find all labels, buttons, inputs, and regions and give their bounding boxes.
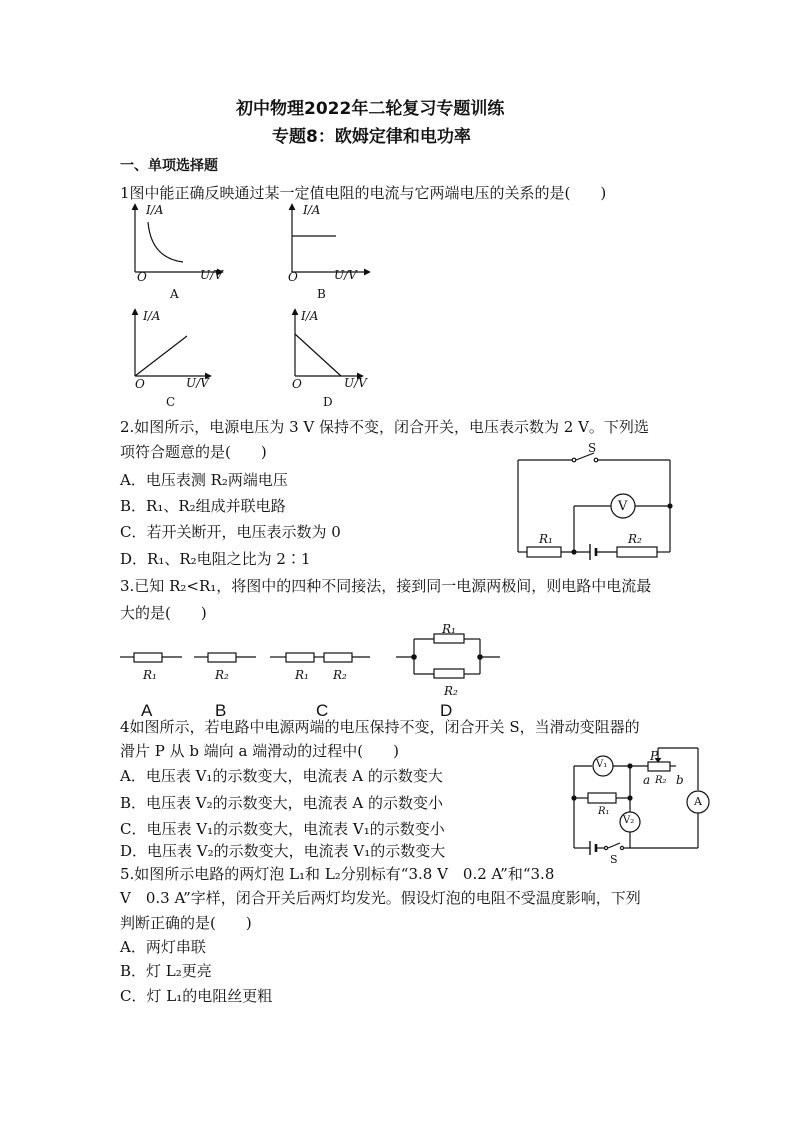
q2-circuit-diagram — [510, 440, 680, 565]
q1-c-caption: C — [166, 395, 176, 409]
q2-switch-label: S — [588, 441, 597, 455]
question-4-option-c: C．电压表 V₁的示数变大，电流表 V₁的示数变小 — [120, 820, 445, 838]
question-1-stem: 1图中能正确反映通过某一定值电阻的电流与它两端电压的关系的是( ) — [120, 184, 607, 202]
q3-caption-d: D — [440, 701, 453, 720]
question-4-option-a: A．电压表 V₁的示数变大，电流表 A 的示数变大 — [120, 767, 443, 785]
q1-a-caption: A — [170, 287, 179, 301]
q4-b-label: b — [676, 773, 684, 787]
q4-ammeter-label: A — [694, 795, 702, 808]
question-5-stem-2: V 0.3 A”字样，闭合开关后两灯均发光。假设灯泡的电阻不受温度影响，下列 — [120, 889, 641, 907]
question-3-stem-1: 3.已知 R₂<R₁，将图中的四种不同接法，接到同一电源两极间，则电路中电流最 — [120, 577, 652, 595]
q4-p-label: P — [650, 749, 659, 763]
q3-caption-c: C — [316, 701, 329, 720]
question-3-stem-2: 大的是( ) — [120, 604, 207, 622]
q4-a-label: a — [643, 773, 651, 787]
q1-b-origin: O — [288, 270, 298, 284]
question-4-option-b: B．电压表 V₂的示数变大，电流表 A 的示数变小 — [120, 794, 444, 812]
question-5-stem-1: 5.如图所示电路的两灯泡 L₁和 L₂分别标有“3.8 V 0.2 A”和“3.8 — [120, 865, 555, 883]
q1-c-xlabel: U/V — [186, 376, 209, 390]
question-2-stem-2: 项符合题意的是( ) — [120, 443, 267, 461]
q2-meter-label: V — [618, 499, 628, 514]
q1-b-ylabel: I/A — [303, 203, 321, 217]
q1-a-xlabel: U/V — [200, 268, 223, 282]
page-title: 初中物理2022年二轮复习专题训练 — [236, 99, 505, 119]
q1-c-origin: O — [135, 377, 145, 391]
q4-r1-label: R₁ — [598, 806, 610, 817]
q1-a-ylabel: I/A — [146, 203, 164, 217]
q3-caption-b: B — [215, 701, 227, 720]
question-5-option-c: C．灯 L₁的电阻丝更粗 — [120, 987, 273, 1005]
q1-d-ylabel: I/A — [301, 309, 319, 323]
q4-v1-label: V₁ — [596, 759, 608, 770]
question-5-option-b: B．灯 L₂更亮 — [120, 962, 212, 980]
q1-d-caption: D — [323, 395, 333, 409]
question-5-option-a: A．两灯串联 — [120, 938, 206, 956]
q1-c-ylabel: I/A — [143, 309, 161, 323]
q3-a-r1: R₁ — [143, 668, 157, 682]
q3-c-r2: R₂ — [333, 668, 347, 682]
q3-d-r2: R₂ — [444, 684, 458, 698]
question-2-option-b: B．R₁、R₂组成并联电路 — [120, 497, 286, 515]
q3-c-r1: R₁ — [295, 668, 309, 682]
q3-d-r1: R₁ — [442, 622, 456, 636]
q1-d-xlabel: U/V — [344, 376, 367, 390]
page-subtitle: 专题8：欧姆定律和电功率 — [272, 127, 471, 147]
question-5-stem-3: 判断正确的是( ) — [120, 914, 252, 932]
question-4-option-d: D．电压表 V₂的示数变大，电流表 V₁的示数变大 — [120, 842, 446, 860]
question-2-option-d: D．R₁、R₂电阻之比为 2∶1 — [120, 550, 311, 568]
q3-b-r2: R₂ — [215, 668, 229, 682]
question-4-stem-1: 4如图所示，若电路中电源两端的电压保持不变，闭合开关 S，当滑动变阻器的 — [120, 718, 640, 736]
section-heading: 一、单项选择题 — [120, 158, 218, 174]
question-2-option-c: C．若开关断开，电压表示数为 0 — [120, 523, 341, 541]
q4-switch-label: S — [610, 853, 618, 866]
q2-r1-label: R₁ — [539, 532, 553, 546]
q1-a-origin: O — [137, 270, 147, 284]
q2-r2-label: R₂ — [628, 532, 642, 546]
q3-caption-a: A — [141, 701, 153, 720]
q4-r2-label: R₂ — [655, 775, 667, 786]
q1-graph-c — [125, 306, 235, 386]
q1-d-origin: O — [292, 377, 302, 391]
q1-b-xlabel: U/V — [334, 268, 357, 282]
question-2-stem-1: 2.如图所示，电源电压为 3 V 保持不变，闭合开关，电压表示数为 2 V。下列选 — [120, 418, 649, 436]
q1-b-caption: B — [317, 287, 326, 301]
question-4-stem-2: 滑片 P 从 b 端向 a 端滑动的过程中( ) — [120, 742, 399, 760]
question-2-option-a: A．电压表测 R₂两端电压 — [120, 471, 288, 489]
q4-circuit-diagram — [560, 742, 730, 867]
q4-v2-label: V₂ — [623, 815, 635, 826]
